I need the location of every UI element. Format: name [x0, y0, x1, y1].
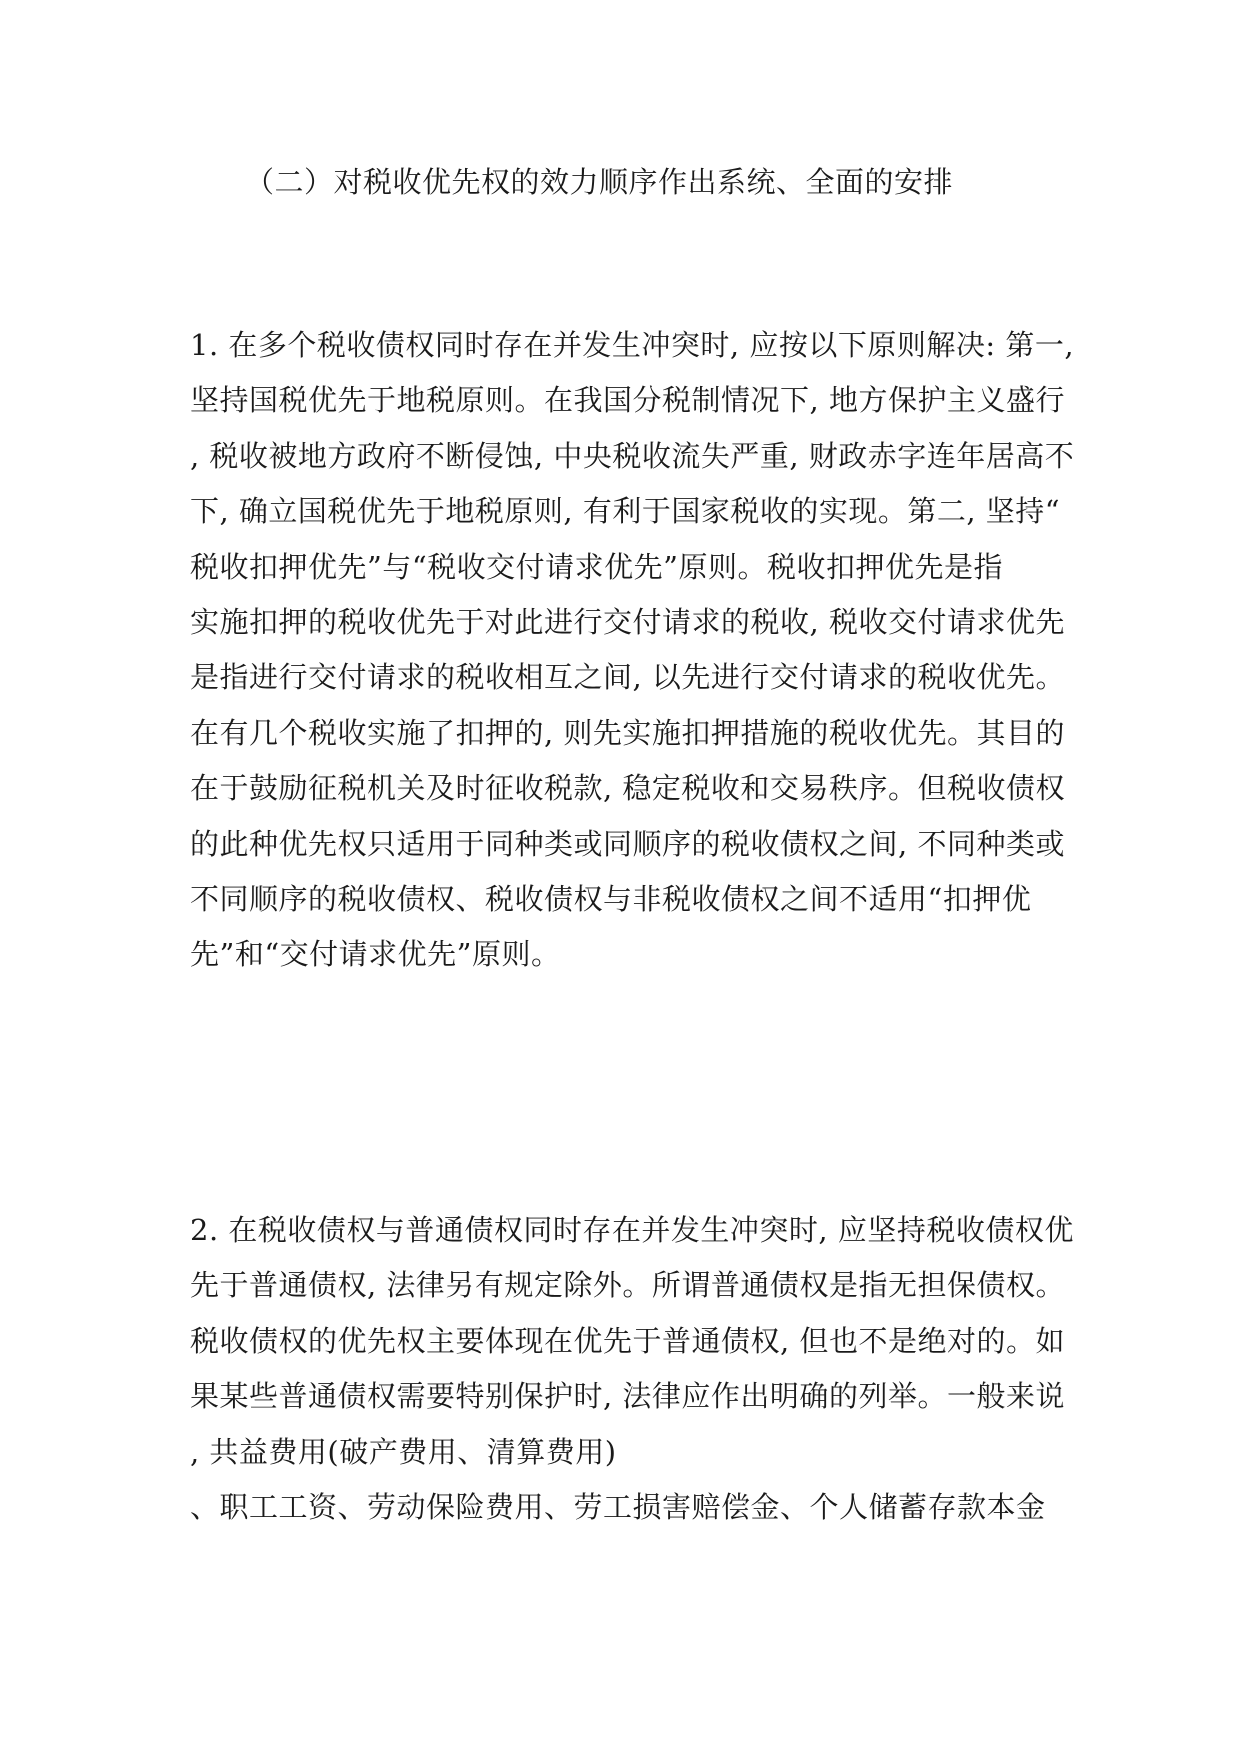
paragraph-line: 坚持国税优先于地税原则。在我国分税制情况下, 地方保护主义盛行 — [190, 383, 1065, 418]
paragraph-line: 的此种优先权只适用于同种类或同顺序的税收债权之间, 不同种类或 — [190, 826, 1065, 861]
paragraph-line: 税收债权的优先权主要体现在优先于普通债权, 但也不是绝对的。如 — [190, 1323, 1065, 1358]
paragraph-line: 下, 确立国税优先于地税原则, 有利于国家税收的实现。第二, 坚持“ — [190, 494, 1061, 529]
paragraph-1 — [190, 318, 1075, 983]
section-heading: （二）对税收优先权的效力顺序作出系统、全面的安排 — [245, 165, 954, 199]
paragraph-line: 、职工工资、劳动保险费用、劳工损害赔偿金、个人储蓄存款本金 — [190, 1490, 1046, 1525]
paragraph-line: 在有几个税收实施了扣押的, 则先实施扣押措施的税收优先。其目的 — [190, 715, 1065, 750]
paragraph-2 — [190, 1203, 1074, 1535]
paragraph-line: 在于鼓励征税机关及时征收税款, 稳定税收和交易秩序。但税收债权 — [190, 771, 1065, 806]
paragraph-line: , 共益费用(破产费用、清算费用) — [190, 1434, 617, 1469]
paragraph-line: 1. 在多个税收债权同时存在并发生冲突时, 应按以下原则解决: 第一, — [190, 328, 1075, 362]
paragraph-line: 是指进行交付请求的税收相互之间, 以先进行交付请求的税收优先。 — [190, 660, 1065, 695]
paragraph-line: 果某些普通债权需要特别保护时, 法律应作出明确的列举。一般来说 — [190, 1379, 1065, 1414]
paragraph-line: 先于普通债权, 法律另有规定除外。所谓普通债权是指无担保债权。 — [190, 1268, 1065, 1303]
paragraph-line: 2. 在税收债权与普通债权同时存在并发生冲突时, 应坚持税收债权优 — [190, 1213, 1074, 1247]
paragraph-line: , 税收被地方政府不断侵蚀, 中央税收流失严重, 财政赤字连年居高不 — [190, 438, 1075, 473]
paragraph-line: 税收扣押优先”与“税收交付请求优先”原则。税收扣押优先是指 — [190, 549, 1003, 584]
paragraph-line: 不同顺序的税收债权、税收债权与非税收债权之间不适用“扣押优 — [190, 882, 1032, 917]
paragraph-line: 先”和“交付请求优先”原则。 — [190, 937, 561, 972]
paragraph-line: 实施扣押的税收优先于对此进行交付请求的税收, 税收交付请求优先 — [190, 605, 1065, 640]
